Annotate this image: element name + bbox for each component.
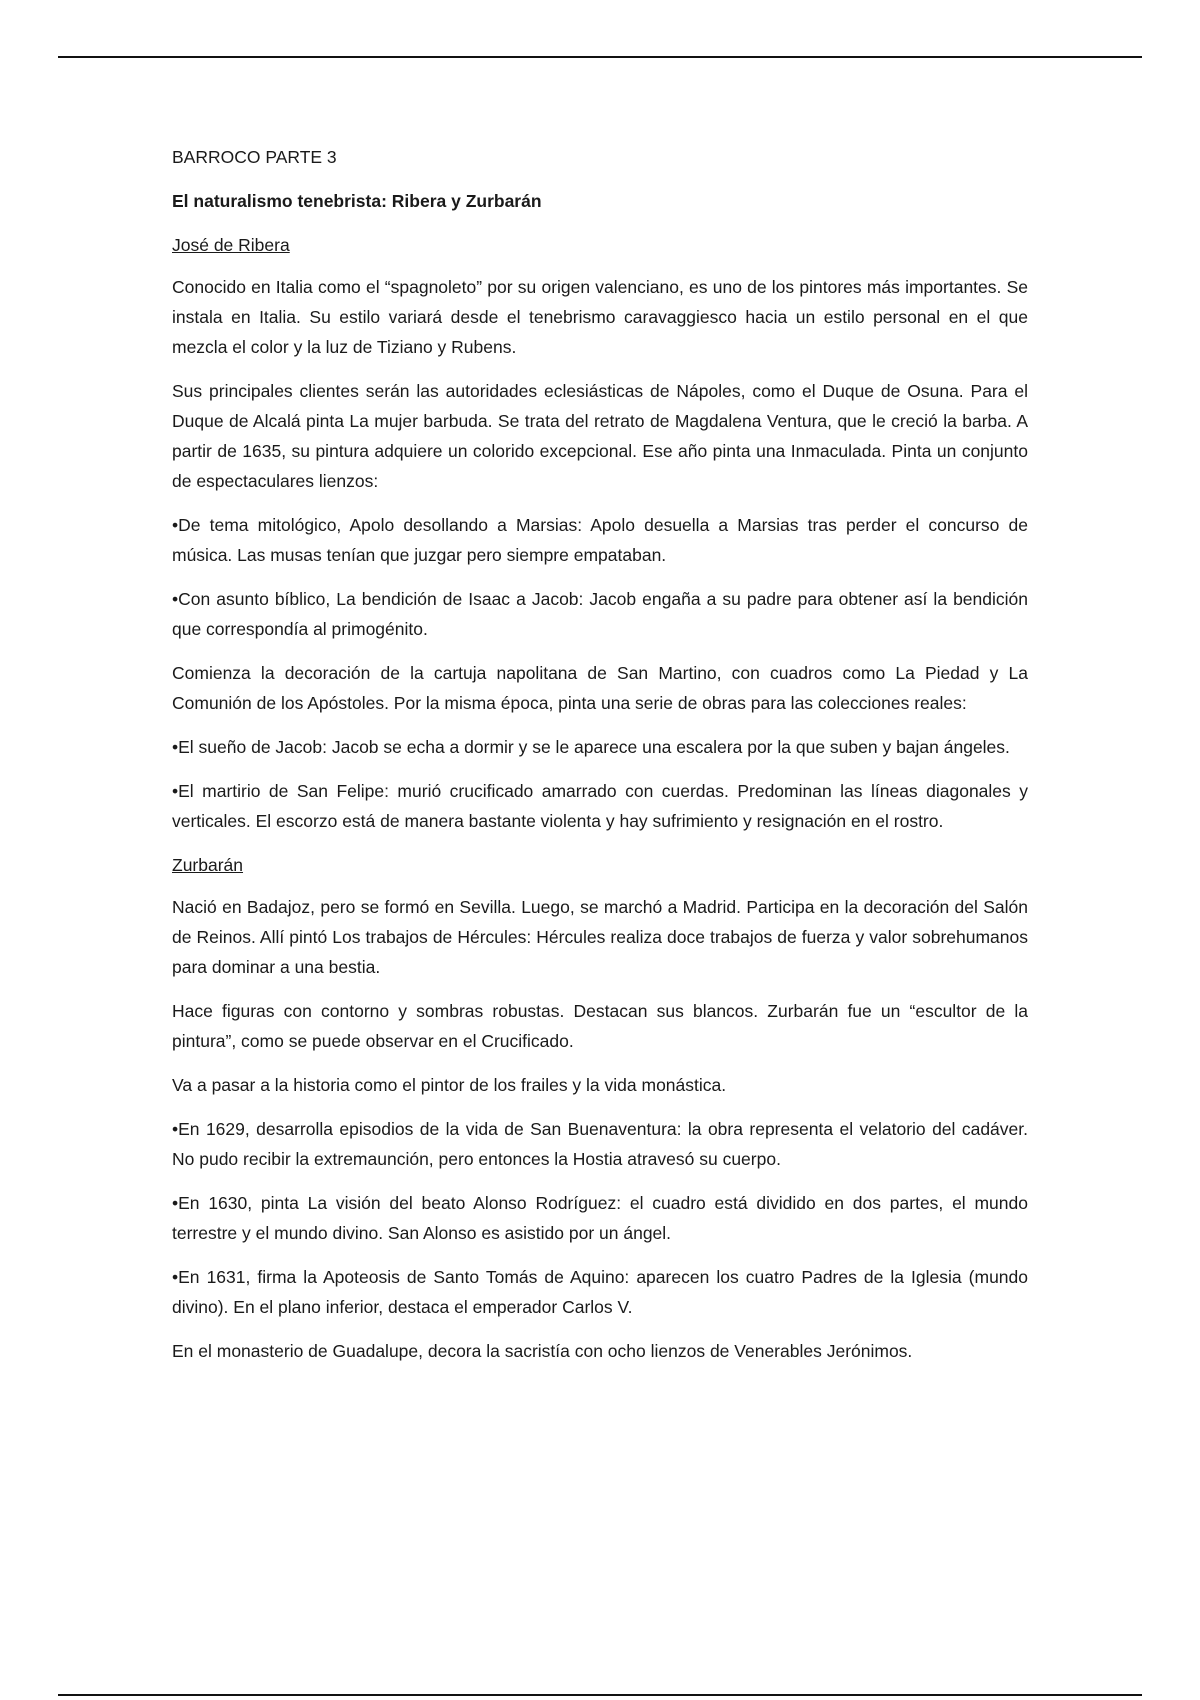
section-heading-zurbaran: Zurbarán [172, 855, 244, 875]
bullet-paragraph: •De tema mitológico, Apolo desollando a Marsias: Apolo desuella a Marsias tras perder el concurso de música. Las musas tenían que juzgar pero siempre empataban. [172, 515, 1028, 565]
bullet-paragraph: •El martirio de San Felipe: murió crucificado amarrado con cuerdas. Predominan las líneas diagonales y verticales. El escorzo está de manera bastante violenta y hay sufrimiento y resignación en el rostro. [172, 781, 1028, 831]
bullet-paragraph: •Con asunto bíblico, La bendición de Isaac a Jacob: Jacob engaña a su padre para obtener así la bendición que correspondía al primogénito. [172, 589, 1028, 639]
paragraph: Hace figuras con contorno y sombras robustas. Destacan sus blancos. Zurbarán fue un “escultor de la pintura”, como se puede observar en el Crucificado. [172, 1001, 1028, 1051]
bullet-paragraph: •En 1630, pinta La visión del beato Alonso Rodríguez: el cuadro está dividido en dos partes, el mundo terrestre y el mundo divino. San Alonso es asistido por un ángel. [172, 1193, 1028, 1243]
paragraph: Conocido en Italia como el “spagnoleto” por su origen valenciano, es uno de los pintores más importantes. Se instala en Italia. Su estilo variará desde el tenebrismo caravaggiesco hacia un estilo personal en el que mezcla el color y la luz de Tiziano y Rubens. [172, 277, 1028, 357]
paragraph: Va a pasar a la historia como el pintor de los frailes y la vida monástica. [172, 1075, 727, 1095]
paragraph: Sus principales clientes serán las autoridades eclesiásticas de Nápoles, como el Duque de Osuna. Para el Duque de Alcalá pinta La mujer barbuda. Se trata del retrato de Magdalena Ventura, que le creció la barba. A partir de 1635, su pintura adquiere un colorido excepcional. Ese año pinta una Inmaculada. Pinta un conjunto de espectaculares lienzos: [172, 381, 1028, 491]
footer-rule [58, 1694, 1142, 1696]
document-title: BARROCO PARTE 3 [172, 147, 337, 167]
document-subtitle: El naturalismo tenebrista: Ribera y Zurbarán [172, 191, 542, 211]
section-heading-ribera: José de Ribera [172, 235, 290, 255]
header-rule [58, 56, 1142, 58]
paragraph: Comienza la decoración de la cartuja napolitana de San Martino, con cuadros como La Piedad y La Comunión de los Apóstoles. Por la misma época, pinta una serie de obras para las colecciones reales: [172, 663, 1028, 713]
bullet-paragraph: •En 1629, desarrolla episodios de la vida de San Buenaventura: la obra representa el velatorio del cadáver. No pudo recibir la extremaunción, pero entonces la Hostia atravesó su cuerpo. [172, 1119, 1028, 1169]
bullet-paragraph: •En 1631, firma la Apoteosis de Santo Tomás de Aquino: aparecen los cuatro Padres de la Iglesia (mundo divino). En el plano inferior, destaca el emperador Carlos V. [172, 1267, 1028, 1317]
paragraph: En el monasterio de Guadalupe, decora la sacristía con ocho lienzos de Venerables Jerónimos. [172, 1341, 913, 1361]
paragraph: Nació en Badajoz, pero se formó en Sevilla. Luego, se marchó a Madrid. Participa en la decoración del Salón de Reinos. Allí pintó Los trabajos de Hércules: Hércules realiza doce trabajos de fuerza y valor sobrehumanos para dominar a una bestia. [172, 897, 1028, 977]
bullet-paragraph: •El sueño de Jacob: Jacob se echa a dormir y se le aparece una escalera por la que suben y bajan ángeles. [172, 737, 1010, 757]
document-body [172, 142, 1028, 1380]
